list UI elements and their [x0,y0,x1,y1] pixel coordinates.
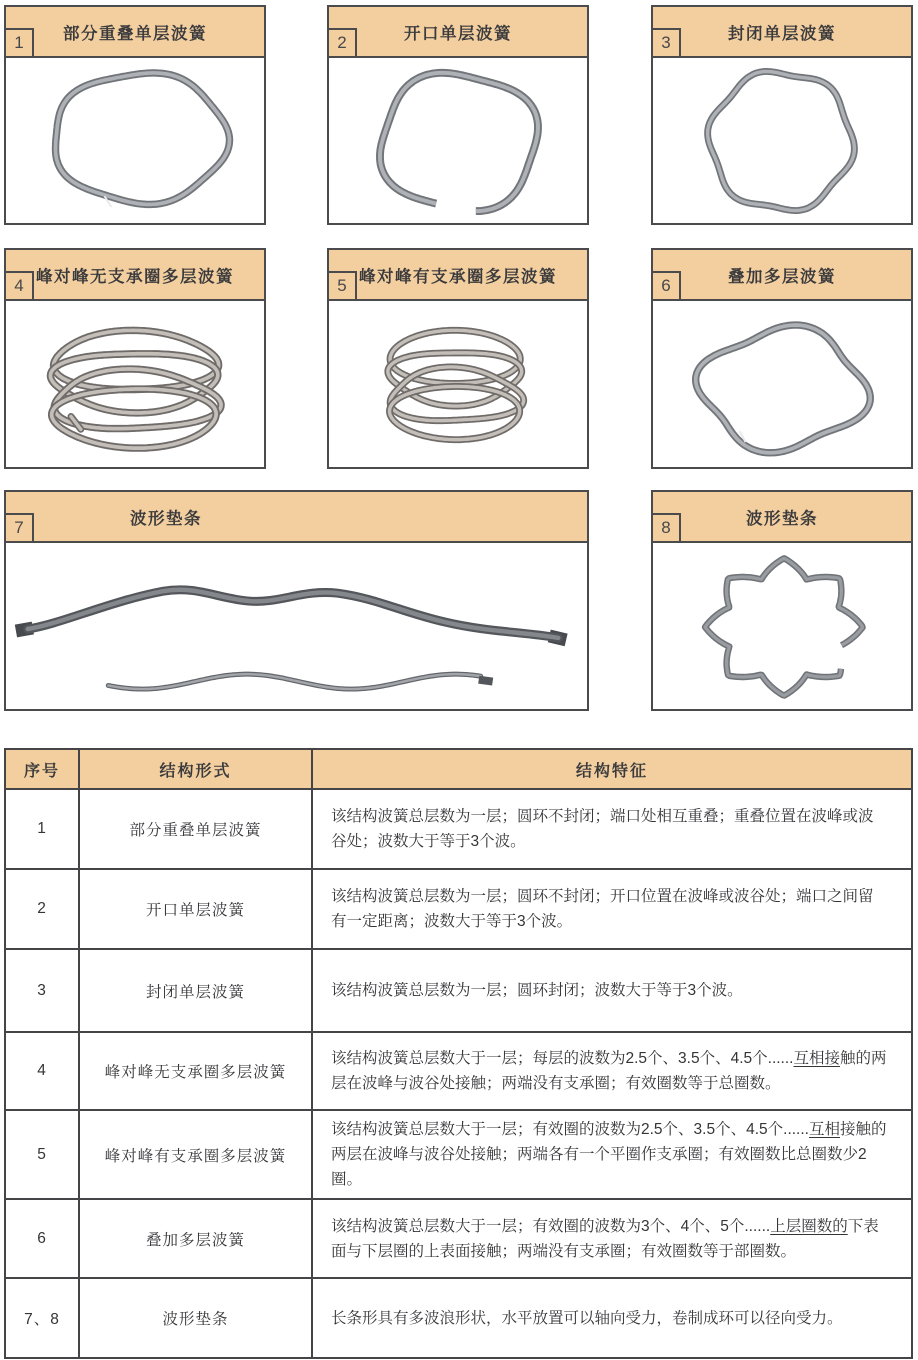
panel-4-title: 峰对峰无支承圈多层波簧 [36,267,234,286]
panel-1-body [6,58,264,223]
cell-no: 1 [5,789,79,869]
table-row [5,949,912,1032]
col-header-no: 序号 [5,749,79,789]
panel-2-header [329,7,587,58]
panel-3-header [653,7,911,58]
panel-5-title: 峰对峰有支承圈多层波簧 [359,267,557,286]
panel-7 [4,490,589,711]
cell-structure-form: 波形垫条 [79,1278,312,1358]
cell-structure-feature [312,1110,912,1199]
panel-6-header [653,250,911,301]
panel-1-title: 部分重叠单层波簧 [63,24,207,43]
panel-6-number: 6 [651,271,681,301]
panel-8-body [653,543,911,709]
cell-no: 6 [5,1199,79,1278]
wave-strip-gaskets-photo [6,543,587,709]
panel-1-header [6,7,264,58]
panel-8-title: 波形垫条 [746,509,818,528]
cell-no: 5 [5,1110,79,1199]
panel-3-number: 3 [651,28,681,58]
feature-text-segment: 该结构波簧总层数大于一层；有效圈的波数为3个、4个、5个...... [331,1217,771,1235]
panel-7-header [6,492,587,543]
feature-text-segment: 该结构波簧总层数大于一层；每层的波数为2.5个、3.5个、4.5个...... [331,1050,794,1067]
feature-text-segment: 该结构波簧总层数为一层；圆环不封闭；端口处相互重叠；重叠位置在波峰或波谷处；波数大于等于3个波。 [331,808,874,850]
panel-5 [327,248,589,469]
crest-to-crest-spring-no-shim-photo [6,301,264,467]
cell-structure-form: 叠加多层波簧 [79,1199,312,1278]
cell-structure-feature [312,1032,912,1110]
cell-structure-form: 峰对峰有支承圈多层波簧 [79,1110,312,1199]
panel-3 [651,5,913,225]
feature-text-segment: 该结构波簧总层数大于一层；有效圈的波数为2.5个、3.5个、4.5个...... [331,1121,809,1138]
feature-text-segment: 互相 [808,1121,840,1138]
feature-text-segment: 互相接 [793,1050,840,1067]
cell-no: 2 [5,869,79,949]
cell-no: 4 [5,1032,79,1110]
panel-4-number: 4 [4,271,34,301]
feature-text-segment: 接触的两层在波峰与波谷处接触；两端各有一个平圈作支承圈；有效圈数比总圈数少2圈。 [331,1121,887,1188]
feature-text-segment: 下表面与下层圈的上表面接触；两端没有支承圈；有效圈数等于部圈数。 [331,1217,879,1260]
cell-structure-form: 峰对峰无支承圈多层波簧 [79,1032,312,1110]
cell-structure-form: 部分重叠单层波簧 [79,789,312,869]
panel-3-body [653,58,911,223]
cell-structure-feature [312,1278,912,1358]
col-header-form: 结构形式 [79,749,312,789]
panel-2-number: 2 [327,28,357,58]
panel-2-title: 开口单层波簧 [404,24,512,43]
cell-structure-feature [312,789,912,869]
table-row [5,1032,912,1110]
cell-structure-form: 封闭单层波簧 [79,949,312,1032]
panel-7-number: 7 [4,513,34,543]
panel-1 [4,5,266,225]
panel-8-number: 8 [651,513,681,543]
panel-1-number: 1 [4,28,34,58]
feature-text-segment: 上层圈数的 [770,1217,848,1235]
table-row [5,789,912,869]
panel-4-header [6,250,264,301]
feature-text-segment: 该结构波簧总层数为一层；圆环不封闭；开口位置在波峰或波谷处；端口之间留有一定距离；波数大于等于3个波。 [331,888,874,930]
cell-structure-feature [312,869,912,949]
panel-4 [4,248,266,469]
table-row [5,1110,912,1199]
panel-2-body [329,58,587,223]
partially-overlapped-wave-spring-photo [6,58,264,223]
cell-structure-form: 开口单层波簧 [79,869,312,949]
panel-5-number: 5 [327,271,357,301]
panel-3-title: 封闭单层波簧 [728,24,836,43]
panel-7-title: 波形垫条 [130,509,202,528]
closed-wave-spring-photo [653,58,911,223]
cell-structure-feature [312,1199,912,1278]
spec-table [4,748,913,1359]
open-gap-wave-spring-photo [329,58,587,223]
wave-strip-star-ring-photo [653,543,911,709]
table-row [5,1278,912,1358]
panel-6 [651,248,913,469]
panel-8-header [653,492,911,543]
panel-6-title: 叠加多层波簧 [728,267,836,286]
cell-no: 3 [5,949,79,1032]
table-row [5,1199,912,1278]
panel-7-body [6,543,587,709]
col-header-feature: 结构特征 [312,749,912,789]
crest-to-crest-spring-with-shim-photo [329,301,587,467]
table-row [5,869,912,949]
nested-multilayer-spring-photo [653,301,911,467]
feature-text-segment: 长条形具有多波浪形状，水平放置可以轴向受力，卷制成环可以径向受力。 [331,1309,843,1327]
feature-text-segment: 该结构波簧总层数为一层；圆环封闭；波数大于等于3个波。 [331,982,743,999]
panel-6-body [653,301,911,467]
panel-5-body [329,301,587,467]
cell-structure-feature [312,949,912,1032]
cell-no: 7、8 [5,1278,79,1358]
panel-5-header [329,250,587,301]
table-header-row [5,749,912,789]
feature-text-segment: 触的两层在波峰与波谷处接触；两端没有支承圈；有效圈数等于总圈数。 [331,1050,887,1092]
panel-8 [651,490,913,711]
panel-4-body [6,301,264,467]
panel-2 [327,5,589,225]
